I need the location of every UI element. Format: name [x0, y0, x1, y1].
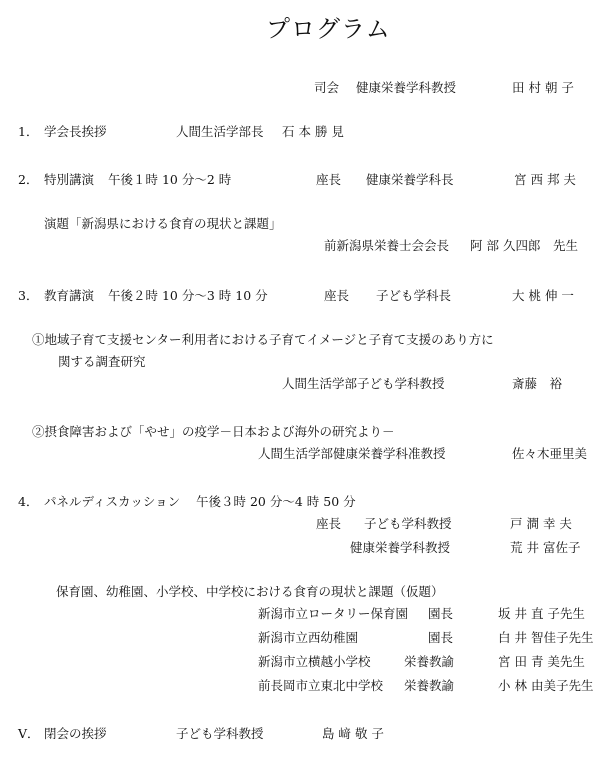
item2-lecture-title: 演題「新潟県における食育の現状と課題」: [44, 216, 282, 231]
panelist-position: 栄養教諭: [404, 678, 455, 693]
item2-chair-name: 宮 西 邦 夫: [514, 172, 576, 187]
item1-number: 1．: [18, 124, 39, 139]
item3-chair-name: 大 桃 伸 一: [512, 288, 574, 303]
item5-name: 島 﨑 敬 子: [322, 726, 384, 741]
item2-number: 2．: [18, 172, 39, 187]
page-title: プログラム: [266, 15, 391, 43]
item2-label: 特別講演: [44, 172, 95, 187]
item3-talk2-title: ②摂食障害および「やせ」の疫学－日本および海外の研究より－: [32, 424, 395, 439]
item2-speaker-name: 阿 部 久四郎 先生: [470, 238, 578, 253]
item5-label: 閉会の挨拶: [44, 726, 107, 741]
panelist-name: 坂 井 直 子先生: [498, 606, 585, 621]
item3-number: 3．: [18, 288, 39, 303]
panelist-org: 前長岡市立東北中学校: [258, 678, 384, 693]
panelist-name: 白 井 智佳子先生: [498, 630, 594, 645]
panelist-position: 栄養教諭: [404, 654, 455, 669]
item4-chair1-role: 子ども学科教授: [364, 516, 452, 531]
item3-talk1-title-line1: ①地域子育て支援センター利用者における子育てイメージと子育て支援のあり方に: [32, 332, 494, 347]
item3-talk2-name: 佐々木亜里美: [512, 446, 588, 461]
item3-chair-label: 座長: [324, 288, 350, 303]
item1-name: 石 本 勝 見: [282, 124, 344, 139]
item4-chair1-name: 戸 澗 幸 夫: [510, 516, 572, 531]
host-name: 田 村 朝 子: [512, 80, 574, 95]
item4-chair2-role: 健康栄養学科教授: [350, 540, 451, 555]
item4-chair2-name: 荒 井 富佐子: [510, 540, 581, 555]
item3-talk1-name: 斎藤 裕: [512, 376, 563, 391]
item4-label: パネルディスカッション: [44, 494, 181, 509]
host-role: 健康栄養学科教授: [356, 80, 457, 95]
panelist-org: 新潟市立ロータリー保育園: [258, 606, 409, 621]
item2-chair-label: 座長: [316, 172, 342, 187]
item4-topic: 保育園、幼稚園、小学校、中学校における食育の現状と課題（仮題）: [56, 584, 444, 599]
item3-label: 教育講演: [44, 288, 95, 303]
item5-number: V．: [18, 726, 40, 741]
item4-number: 4．: [18, 494, 39, 509]
host-label: 司会: [314, 80, 340, 95]
panelist-org: 新潟市立横越小学校: [258, 654, 371, 669]
item1-role: 人間生活学部長: [176, 124, 264, 139]
item1-label: 学会長挨拶: [44, 124, 107, 139]
panelist-position: 園長: [428, 606, 454, 621]
item4-chair-label: 座長: [316, 516, 342, 531]
item3-talk1-role: 人間生活学部子ども学科教授: [282, 376, 445, 391]
item3-time: 午後２時 10 分～3 時 10 分: [108, 288, 268, 303]
item2-chair-role: 健康栄養学科長: [366, 172, 454, 187]
panelist-name: 宮 田 青 美先生: [498, 654, 585, 669]
panelist-org: 新潟市立西幼稚園: [258, 630, 359, 645]
item2-speaker-role: 前新潟県栄養士会会長: [324, 238, 450, 253]
item4-time: 午後３時 20 分～4 時 50 分: [196, 494, 356, 509]
item3-chair-role: 子ども学科長: [376, 288, 452, 303]
item3-talk1-title-line2: 関する調査研究: [58, 354, 146, 369]
panelist-name: 小 林 由美子先生: [498, 678, 594, 693]
item5-role: 子ども学科教授: [176, 726, 264, 741]
item2-time: 午後１時 10 分～2 時: [108, 172, 232, 187]
panelist-position: 園長: [428, 630, 454, 645]
item3-talk2-role: 人間生活学部健康栄養学科准教授: [258, 446, 446, 461]
